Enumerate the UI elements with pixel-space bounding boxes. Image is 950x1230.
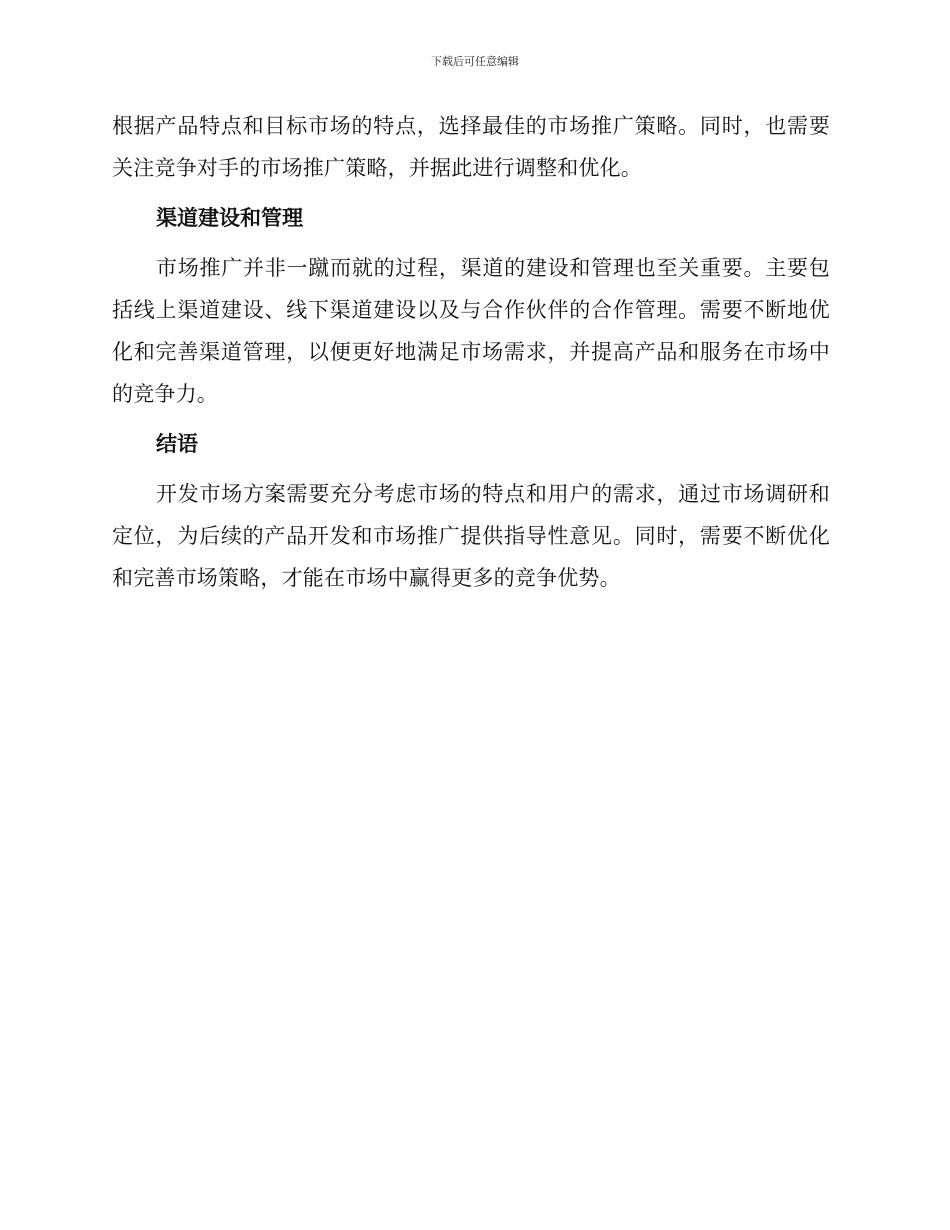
header-note: 下载后可任意编辑 — [431, 55, 519, 68]
paragraph-conclusion: 开发市场方案需要充分考虑市场的特点和用户的需求，通过市场调研和定位，为后续的产品开发和市场推广提供指导性意见。同时，需要不断优化和完善市场策略，才能在市场中赢得更多的竞争优势。 — [112, 482, 830, 590]
paragraph-channels: 市场推广并非一蹴而就的过程，渠道的建设和管理也至关重要。主要包括线上渠道建设、线下渠道建设以及与合作伙伴的合作管理。需要不断地优化和完善渠道管理，以便更好地满足市场需求，并提高产品和服务在市场中的竞争力。 — [112, 256, 830, 406]
document-body — [112, 105, 830, 599]
section-heading-conclusion: 结语 — [156, 432, 198, 456]
paragraph-strategy: 根据产品特点和目标市场的特点，选择最佳的市场推广策略。同时，也需要关注竞争对手的市场推广策略，并据此进行调整和优化。 — [112, 114, 830, 180]
section-heading-channels: 渠道建设和管理 — [156, 206, 303, 230]
